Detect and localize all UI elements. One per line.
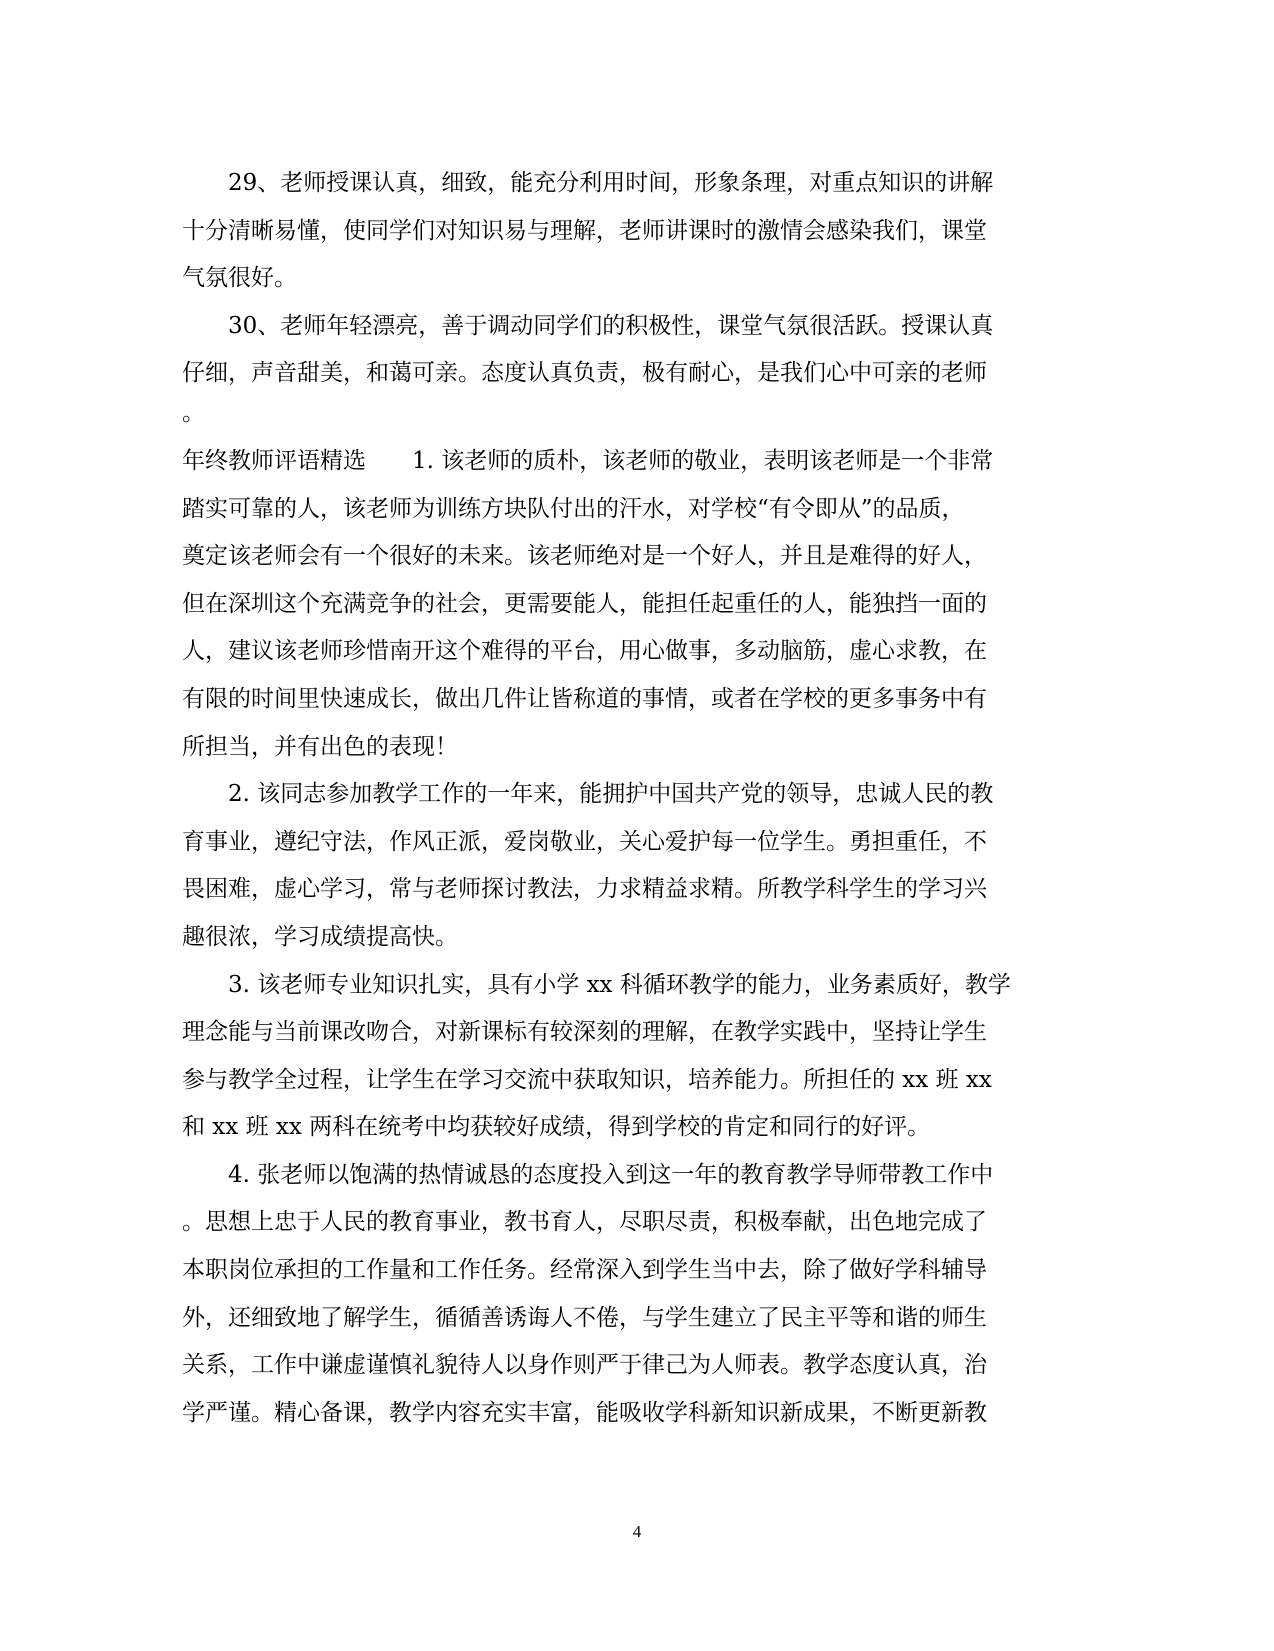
paragraph-line: 十分清晰易懂，使同学们对知识易与理解，老师讲课时的激情会感染我们，课堂: [182, 217, 987, 244]
paragraph-line: 学严谨。精心备课，教学内容充实丰富，能吸收学科新知识新成果，不断更新教: [182, 1399, 987, 1426]
paragraph-line: 外，还细致地了解学生，循循善诱诲人不倦，与学生建立了民主平等和谐的师生: [182, 1304, 987, 1331]
paragraph-line: 奠定该老师会有一个很好的未来。该老师绝对是一个好人，并且是难得的好人，: [182, 543, 987, 570]
paragraph-line: 关系，工作中谦虚谨慎礼貌待人以身作则严于律己为人师表。教学态度认真，治: [182, 1352, 987, 1379]
page-number: 4: [632, 1522, 642, 1541]
paragraph-line: 畏困难，虚心学习，常与老师探讨教法，力求精益求精。所教学科学生的学习兴: [182, 876, 987, 903]
paragraph-29: [182, 160, 1072, 303]
paragraph-line: 29、老师授课认真，细致，能充分利用时间，形象条理，对重点知识的讲解: [228, 170, 994, 196]
document-body: [182, 160, 1072, 1437]
paragraph-line: 所担当，并有出色的表现！: [182, 733, 458, 760]
paragraph-line: 仔细，声音甜美，和蔼可亲。态度认真负责，极有耐心，是我们心中可亲的老师: [182, 360, 987, 387]
paragraph-line: 4. 张老师以饱满的热情诚恳的态度投入到这一年的教育教学导师带教工作中: [228, 1161, 994, 1188]
paragraph-line: 年终教师评语精选 1. 该老师的质朴，该老师的敬业，表明该老师是一个非常: [182, 447, 994, 474]
paragraph-line: 30、老师年轻漂亮，善于调动同学们的积极性，课堂气氛很活跃。授课认真: [228, 312, 994, 339]
paragraph-line: 人，建议该老师珍惜南开这个难得的平台，用心做事，多动脑筋，虚心求教，在: [182, 638, 987, 665]
paragraph-line: 本职岗位承担的工作量和工作任务。经常深入到学生当中去，除了做好学科辅导: [182, 1257, 987, 1284]
paragraph-line: 和 xx 班 xx 两科在统考中均获较好成绩，得到学校的肯定和同行的好评。: [182, 1114, 931, 1141]
paragraph-line: 踏实可靠的人，该老师为训练方块队付出的汗水，对学校“有令即从”的品质，: [182, 495, 965, 522]
paragraph-line: 趣很浓，学习成绩提高快。: [182, 923, 458, 950]
paragraph-comment-3: [182, 962, 1072, 1152]
paragraph-line: 参与教学全过程，让学生在学习交流中获取知识，培养能力。所担任的 xx 班 xx: [182, 1066, 992, 1093]
paragraph-line: 2. 该同志参加教学工作的一年来，能拥护中国共产党的领导，忠诚人民的教: [228, 781, 994, 808]
paragraph-line: 3. 该老师专业知识扎实，具有小学 xx 科循环教学的能力，业务素质好，教学: [228, 971, 1011, 998]
paragraph-line: 。: [182, 399, 205, 426]
paragraph-line: 有限的时间里快速成长，做出几件让皆称道的事情，或者在学校的更多事务中有: [182, 685, 987, 712]
paragraph-comment-2: [182, 771, 1072, 961]
paragraph-comment-4: [182, 1152, 1072, 1438]
paragraph-line: 理念能与当前课改吻合，对新课标有较深刻的理解，在教学实践中，坚持让学生: [182, 1019, 987, 1046]
paragraph-line: 但在深圳这个充满竞争的社会，更需要能人，能担任起重任的人，能独挡一面的: [182, 590, 987, 617]
paragraph-30: [182, 303, 1072, 438]
paragraph-comment-1: [182, 438, 1072, 771]
paragraph-line: 育事业，遵纪守法，作风正派，爱岗敬业，关心爱护每一位学生。勇担重任，不: [182, 828, 987, 855]
paragraph-line: 。思想上忠于人民的教育事业，教书育人，尽职尽责，积极奉献，出色地完成了: [182, 1209, 987, 1236]
paragraph-line: 气氛很好。: [182, 265, 297, 292]
